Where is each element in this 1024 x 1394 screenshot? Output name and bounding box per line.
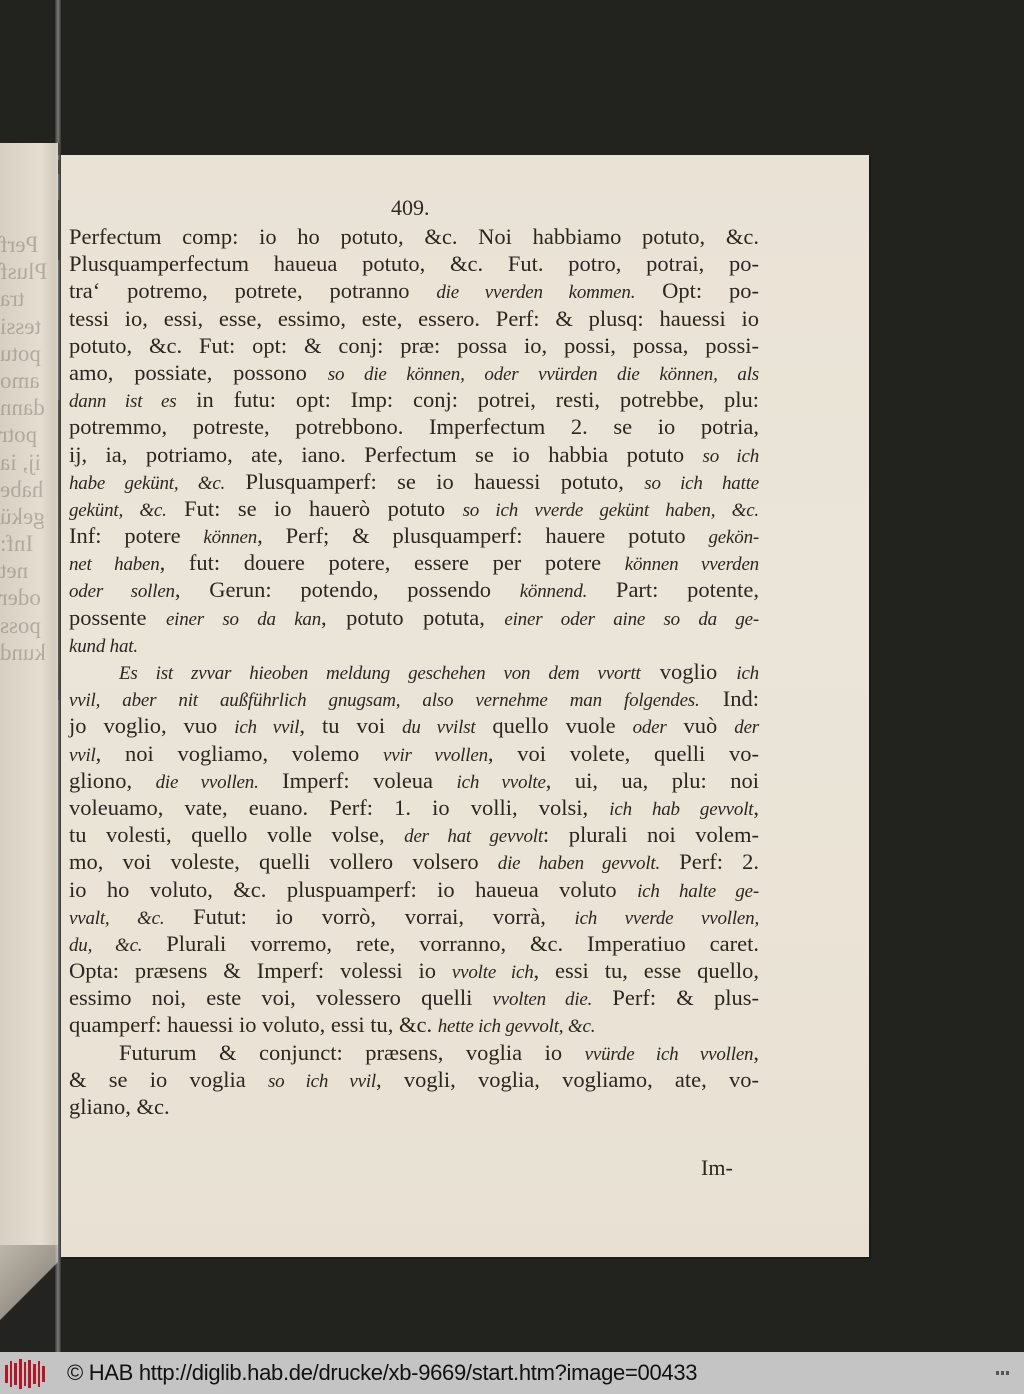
text-segment: Perf: & plus- [592,985,759,1011]
italic-gloss: so ich hatte [644,472,759,494]
italic-gloss: kund hat. [69,635,138,657]
text-segment: tra‘ potremo, potrete, potranno [69,278,437,304]
italic-gloss: so die können, oder vvürden die können, als [327,363,759,385]
italic-gloss: die vvollen. [155,771,259,793]
text-segment: quamperf: hauessi io voluto, essi tu, &c. [69,1012,438,1038]
italic-gloss: die vverden kommen. [436,282,636,304]
spine-mark [58,143,60,155]
text-line [69,223,759,250]
text-line [69,821,759,848]
bleed-through-text: Perf Plusf tra tessi potu amo dann potr ij, ia habe gekü Inf: net oder poss kund [0,232,48,665]
text-segment: Futut: io vorrò, vorrai, vorrà, [164,903,575,929]
footer-dots-icon [996,1371,1009,1375]
italic-gloss: so ich vvil [267,1070,376,1092]
text-line [69,413,759,440]
text-segment: possente [69,604,166,630]
italic-gloss: ich [736,663,759,684]
italic-gloss: vvolte ich [451,962,534,984]
text-line [69,876,759,903]
text-segment: , noi vogliamo, volemo [95,740,384,766]
italic-gloss: net haben [69,554,160,576]
italic-gloss: einer so da kan [165,608,322,630]
text-segment: io ho voluto, &c. pluspuamperf: io haueua voluto [69,876,638,902]
text-segment: amo, possiate, possono [69,359,328,385]
italic-gloss: habe gekünt, &c. [69,472,226,494]
text-line [69,712,759,739]
italic-gloss: so ich [702,445,760,467]
text-line [69,250,759,277]
text-segment: : plurali noi volem- [542,822,759,848]
hab-logo-icon [5,1359,45,1389]
text-line [69,522,759,549]
italic-gloss: vvil [69,744,96,766]
text-segment: voleuamo, vate, euano. Perf: 1. io volli, volsi, [69,794,610,820]
text-line [69,277,759,304]
italic-gloss: ich hab gevvolt [609,798,754,820]
italic-gloss: ich vvil [234,717,300,739]
text-segment: ij, ia, potriamo, ate, iano. Perfectum se io habbia potuto [69,441,703,467]
italic-gloss: der [734,717,759,739]
italic-gloss: dann ist es [69,391,177,413]
italic-gloss: vvürde ich vvollen [584,1043,754,1065]
italic-gloss: vvolten die. [492,989,593,1011]
italic-gloss: die haben gevvolt. [497,853,661,875]
text-segment: potremmo, potreste, potrebbono. Imperfectum 2. se io potria, [69,414,759,440]
text-line [69,794,759,821]
text-segment: , fut: douere potere, essere per potere [159,550,625,576]
text-line [69,386,759,413]
text-line [69,468,759,495]
text-line [69,957,759,984]
text-segment: Part: potente, [587,577,759,603]
italic-gloss: vvil, aber nit außführlich gnugsam, also vernehme man folgendes. [69,690,700,712]
text-segment: Plusquamperfectum haueua potuto, &c. Fut. potro, potrai, po- [69,251,759,277]
page-shadow [0,1245,58,1352]
text-line [69,740,759,767]
text-segment: in futu: opt: Imp: conj: potrei, resti, potrebbe, plu: [176,387,759,413]
footer-bar [0,1352,1024,1394]
italic-gloss: einer oder aine so da ge- [504,608,759,630]
text-segment: , voi volete, quelli vo- [487,740,759,766]
text-segment: vuò [666,713,735,739]
text-segment: essimo noi, este voi, volessero quelli [69,985,493,1011]
catchword: Im- [701,1155,733,1180]
text-segment: quello vuole [475,713,633,739]
italic-gloss: Es ist zvvar hieoben meldung geschehen von dem vvortt [119,663,641,684]
text-segment: Perfectum comp: io ho potuto, &c. Noi habbiamo potuto, &c. [69,224,759,249]
text-segment: tessi io, essi, esse, essimo, este, essero. Perf: & plusq: hauessi io [69,305,759,331]
text-line [69,1011,759,1038]
text-line [69,1039,759,1066]
text-line [69,604,759,631]
page-number: 409. [391,195,430,220]
text-line [69,332,759,359]
text-segment: , essi tu, esse quello, [533,958,759,984]
italic-gloss: oder [632,717,667,739]
text-segment: Imperf: voleua [258,767,457,793]
text-line [69,658,759,685]
italic-gloss: du, &c. [69,934,143,956]
text-segment: Fut: se io hauerò potuto [166,495,463,521]
text-line [69,848,759,875]
spine-mark [58,200,60,260]
italic-gloss: gekünt, &c. [69,499,167,521]
text-segment: , [753,1039,759,1065]
italic-gloss: ich vverde vvollen, [574,907,759,929]
text-line [69,631,759,658]
italic-gloss: vvalt, &c. [69,907,165,929]
page-text-body [69,223,759,1120]
text-segment: & se io voglia [69,1066,268,1092]
text-segment: mo, voi voleste, quelli vollero volsero [69,849,498,875]
italic-gloss: ich halte ge- [637,880,759,902]
text-segment: voglio [640,659,737,684]
book-page [61,155,869,1257]
text-line [69,495,759,522]
text-line [69,359,759,386]
italic-gloss: hette ich gevvolt, &c. [437,1016,596,1038]
text-segment: , vogli, voglia, vogliamo, ate, vo- [376,1066,760,1092]
italic-gloss: können [203,527,258,549]
text-segment: Perf: 2. [660,849,759,875]
text-segment: gliono, [69,767,156,793]
facing-page-edge [0,143,58,1253]
text-line [69,685,759,712]
italic-gloss: können vverden [624,554,759,576]
text-segment: Ind: [699,686,759,712]
text-segment: , potuto potuta, [321,604,505,630]
italic-gloss: vvir vvollen [383,744,488,766]
text-segment: Futurum & conjunct: præsens, voglia io [119,1039,585,1065]
text-segment: gliano, &c. [69,1094,170,1119]
text-segment: Opta: præsens & Imperf: volessi io [69,958,452,984]
italic-gloss: so ich vverde gekünt haben, &c. [462,499,759,521]
text-line [69,1093,759,1120]
text-line [69,305,759,332]
italic-gloss: der hat gevvolt [404,826,543,848]
text-segment: potuto, &c. Fut: opt: & conj: præ: possa io, possi, possa, possi- [69,332,759,358]
text-line [69,984,759,1011]
text-line [69,930,759,957]
text-segment: jo voglio, vuo [69,713,235,739]
text-segment: , ui, ua, plu: noi [545,767,759,793]
text-segment: Plurali vorremo, rete, vorranno, &c. Imperatiuo caret. [142,930,759,956]
text-line [69,576,759,603]
text-segment: Plusquamperf: se io hauessi potuto, [225,468,645,494]
text-line [69,1066,759,1093]
spine-mark [58,400,60,700]
italic-gloss: gekön- [708,527,759,549]
text-line [69,549,759,576]
spine-mark [58,160,60,174]
text-segment: , tu voi [299,713,403,739]
italic-gloss: oder sollen [69,581,175,603]
text-segment: , [753,794,759,820]
italic-gloss: ich vvolte [456,771,546,793]
text-segment: tu volesti, quello volle volse, [69,822,405,848]
text-segment: Opt: po- [635,278,759,304]
text-segment: , Perf; & plusquamperf: hauere potuto [257,523,709,549]
text-segment: , Gerun: potendo, possendo [174,577,520,603]
text-line [69,767,759,794]
italic-gloss: du vvilst [402,717,476,739]
copyright-url[interactable]: © HAB http://diglib.hab.de/drucke/xb-9669/start.htm?image=00433 [67,1360,698,1385]
text-line [69,441,759,468]
text-segment: Inf: potere [69,523,204,549]
text-line [69,903,759,930]
italic-gloss: könnend. [519,581,588,603]
